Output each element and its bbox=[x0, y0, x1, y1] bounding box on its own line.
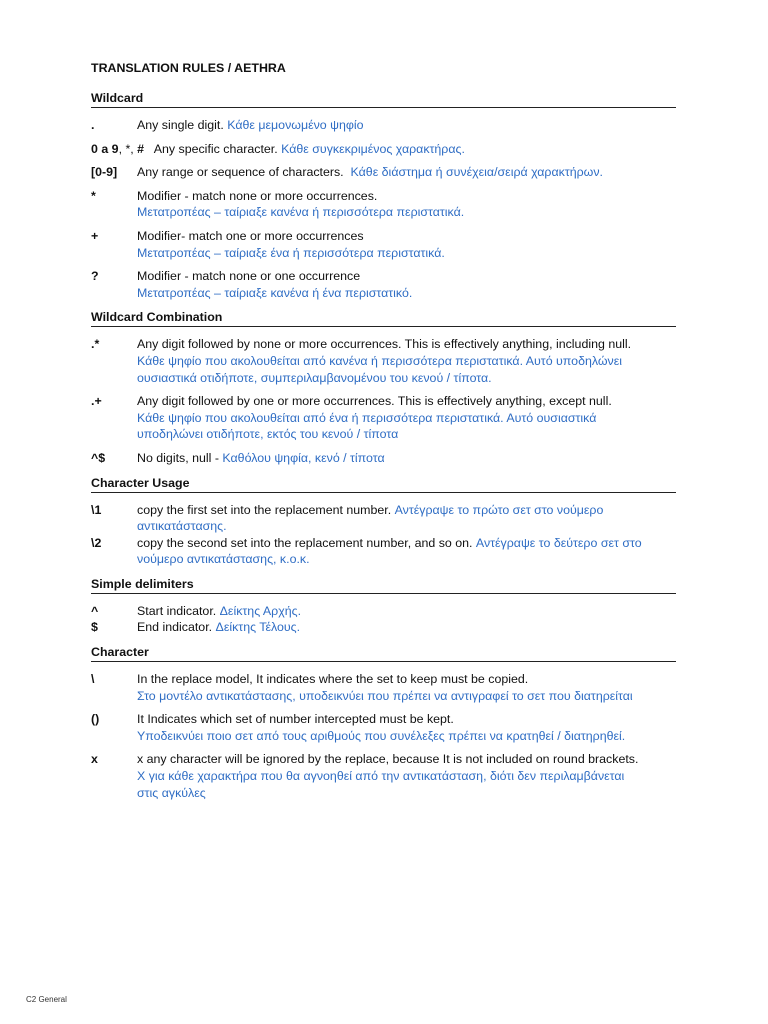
section-character bbox=[91, 644, 676, 801]
rule-key: $ bbox=[91, 620, 98, 635]
rule-english: copy the first set into the replacement number. bbox=[137, 502, 392, 517]
rule-description bbox=[137, 711, 676, 744]
rule-greek: Στο μοντέλο αντικατάστασης, υποδεικνύει που πρέπει να αντιγραφεί το σετ που διατηρείται bbox=[137, 688, 633, 703]
rule-row bbox=[91, 141, 676, 158]
rule-description bbox=[137, 671, 676, 704]
rule-row bbox=[91, 336, 676, 386]
rule-english: Any range or sequence of characters. bbox=[137, 165, 344, 180]
rule-greek: Μετατροπέας – ταίριαξε ένα ή περισσότερα περιστατικά. bbox=[137, 245, 445, 260]
rule-greek: αντικατάστασης. bbox=[137, 519, 227, 534]
rule-greek: Κάθε ψηφίο που ακολουθείται από κανένα ή περισσότερα περιστατικά. Αυτό υποδηλώνει bbox=[137, 353, 623, 368]
rule-key: .+ bbox=[91, 394, 102, 409]
rule-key: () bbox=[91, 712, 100, 727]
rule-greek: Δείκτης Αρχής. bbox=[219, 603, 302, 618]
rule-key: . bbox=[91, 118, 95, 132]
rule-english: No digits, null - bbox=[137, 450, 223, 465]
rule-greek: Χ για κάθε χαρακτήρα που θα αγνοηθεί από την αντικατάσταση, διότι δεν περιλαμβάνεται bbox=[137, 769, 625, 784]
rule-key: ^$ bbox=[91, 450, 106, 465]
rule-description bbox=[91, 141, 676, 158]
rule-description bbox=[137, 751, 676, 801]
section-heading: Wildcard bbox=[91, 90, 676, 108]
section-wildcard-combination bbox=[91, 309, 676, 466]
rule-english: Any digit followed by one or more occurrences. This is effectively anything, except null. bbox=[137, 394, 612, 409]
rule-key: 0 a 9 bbox=[91, 141, 119, 156]
rule-greek: Κάθε ψηφίο που ακολουθείται από ένα ή περισσότερα περιστατικά. Αυτό ουσιαστικά bbox=[137, 410, 597, 425]
rule-key: + bbox=[91, 228, 99, 243]
section-simple-delimiters bbox=[91, 576, 676, 636]
rule-row bbox=[91, 450, 676, 467]
rule-english: Any digit followed by none or more occurrences. This is effectively anything, including null. bbox=[137, 337, 632, 352]
rule-key: ? bbox=[91, 269, 99, 284]
rule-english: It Indicates which set of number intercepted must be kept. bbox=[137, 712, 454, 727]
rule-row bbox=[91, 535, 676, 568]
rule-description bbox=[137, 164, 676, 181]
rule-row bbox=[91, 117, 676, 134]
rule-row bbox=[91, 603, 676, 620]
rule-greek: Δείκτης Τέλους. bbox=[215, 620, 301, 635]
rule-description bbox=[137, 502, 676, 535]
section-heading: Wildcard Combination bbox=[91, 309, 676, 327]
section-wildcard bbox=[91, 90, 676, 301]
rule-description bbox=[137, 619, 676, 636]
rule-english: Any single digit. bbox=[137, 118, 224, 132]
rule-key: # bbox=[137, 141, 145, 156]
rule-greek: Αντέγραψε το πρώτο σετ στο νούμερο bbox=[394, 502, 604, 517]
rule-greek: Κάθε διάστημα ή συνέχεια/σειρά χαρακτήρων. bbox=[350, 165, 603, 180]
rule-description bbox=[137, 603, 676, 620]
rule-row bbox=[91, 711, 676, 744]
document-title: TRANSLATION RULES / AETHRA bbox=[91, 61, 286, 75]
rule-key: .* bbox=[91, 337, 100, 352]
rule-key: * bbox=[91, 188, 96, 203]
rule-english: Start indicator. bbox=[137, 603, 217, 618]
rule-greek: Κάθε συγκεκριμένος χαρακτήρας. bbox=[281, 141, 465, 156]
rule-greek: υποδηλώνει οτιδήποτε, εκτός του κενού / τίποτα bbox=[137, 427, 399, 442]
rule-greek: στις αγκύλες bbox=[137, 785, 206, 800]
section-heading: Character Usage bbox=[91, 475, 676, 493]
rule-key: \ bbox=[91, 672, 95, 687]
rule-greek: νούμερο αντικατάστασης, κ.ο.κ. bbox=[137, 552, 310, 567]
rule-english: x any character will be ignored by the replace, because It is not included on round brackets. bbox=[137, 752, 639, 767]
rule-key: [0-9] bbox=[91, 165, 118, 180]
rule-row bbox=[91, 164, 676, 181]
rule-english: Modifier- match one or more occurrences bbox=[137, 228, 364, 243]
rule-english: copy the second set into the replacement number, and so on. bbox=[137, 535, 473, 550]
rule-description bbox=[137, 117, 676, 134]
rule-greek: Καθόλου ψηφία, κενό / τίποτα bbox=[222, 450, 385, 465]
rule-greek: Μετατροπέας – ταίριαξε κανένα ή περισσότερα περιστατικά. bbox=[137, 205, 465, 220]
rule-key: ^ bbox=[91, 603, 99, 618]
rule-english: Any specific character. bbox=[153, 141, 278, 156]
document-page bbox=[91, 60, 676, 809]
rule-row bbox=[91, 751, 676, 801]
section-heading: Simple delimiters bbox=[91, 576, 676, 594]
section-heading: Character bbox=[91, 644, 676, 662]
rule-row bbox=[91, 671, 676, 704]
rule-english: Modifier - match none or one occurrence bbox=[137, 269, 361, 284]
rule-description bbox=[137, 228, 676, 261]
rule-english: In the replace model, It indicates where the set to keep must be copied. bbox=[137, 672, 529, 687]
rule-greek: Μετατροπέας – ταίριαξε κανένα ή ένα περιστατικό. bbox=[137, 285, 413, 300]
classification-footer: C2 General bbox=[26, 995, 67, 1004]
rule-greek: ουσιαστικά οτιδήποτε, συμπεριλαμβανομένου του κενού / τίποτα. bbox=[137, 370, 492, 385]
rule-greek: Κάθε μεμονωμένο ψηφίο bbox=[227, 118, 364, 132]
rule-row bbox=[91, 393, 676, 443]
rule-key: \1 bbox=[91, 502, 102, 517]
rule-english: End indicator. bbox=[137, 620, 213, 635]
rule-key: \2 bbox=[91, 535, 102, 550]
rule-row bbox=[91, 268, 676, 301]
rule-key: x bbox=[91, 752, 98, 767]
rule-row bbox=[91, 228, 676, 261]
section-character-usage bbox=[91, 475, 676, 568]
rule-description bbox=[137, 188, 676, 221]
rule-description bbox=[137, 336, 676, 386]
rule-greek: Υποδεικνύει ποιο σετ από τους αριθμούς που συνέλεξες πρέπει να κρατηθεί / διατηρηθεί. bbox=[137, 728, 626, 743]
rule-greek: Αντέγραψε το δεύτερο σετ στο bbox=[475, 535, 642, 550]
rule-description bbox=[137, 268, 676, 301]
rule-description bbox=[137, 393, 676, 443]
rule-description bbox=[137, 450, 676, 467]
rule-row bbox=[91, 502, 676, 535]
rule-row bbox=[91, 188, 676, 221]
rule-english: Modifier - match none or more occurrences. bbox=[137, 188, 378, 203]
rule-row bbox=[91, 619, 676, 636]
rule-key-separator: , *, bbox=[118, 141, 138, 156]
rule-description bbox=[137, 535, 676, 568]
